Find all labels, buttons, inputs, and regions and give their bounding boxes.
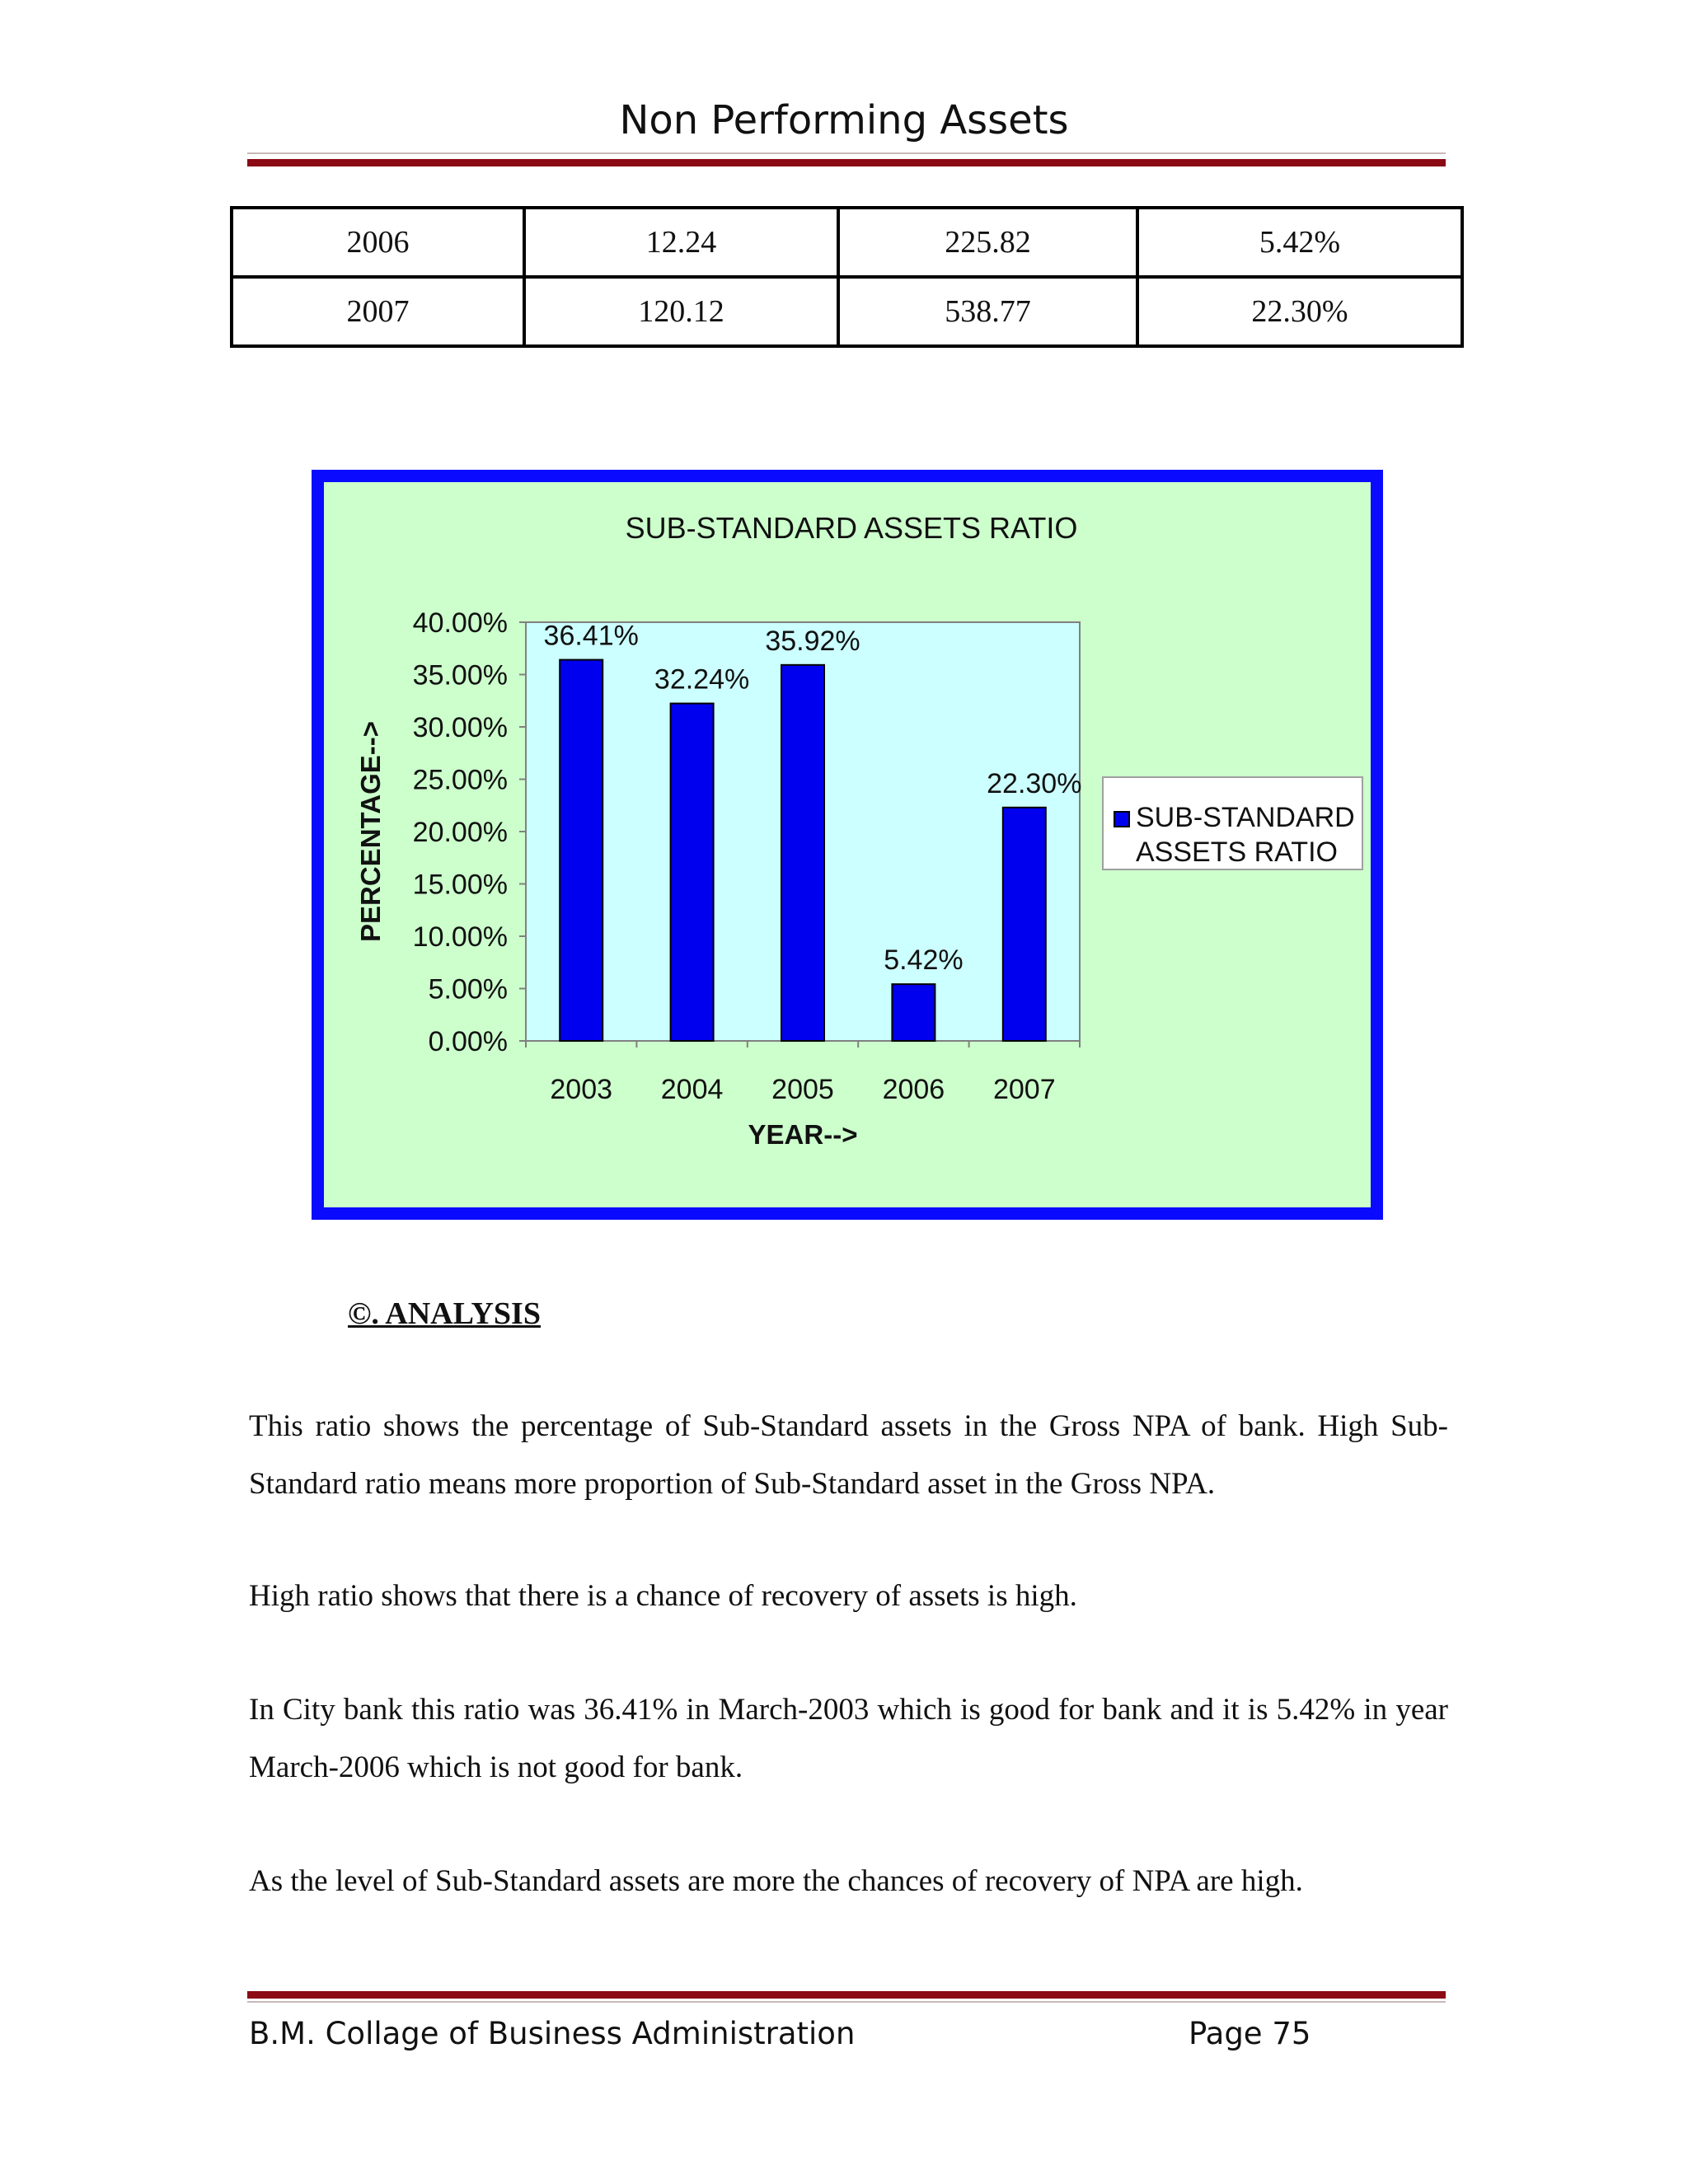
analysis-paragraph-3: In City bank this ratio was 36.41% in March-2003 which is good for bank and it is 5.42% in year March-2006 which is not good for bank. — [249, 1693, 1448, 1784]
bar — [671, 704, 714, 1041]
legend-label: SUB-STANDARD ASSETS RATIO — [1136, 802, 1355, 868]
bar — [1003, 808, 1046, 1041]
footer-college-name: B.M. Collage of Business Administration — [249, 2016, 856, 2051]
table-cell: 2006 — [232, 208, 524, 277]
header-rule-thin — [247, 152, 1446, 154]
table-cell: 225.82 — [838, 208, 1137, 277]
y-tick-label: 25.00% — [412, 764, 508, 796]
table-cell: 120.12 — [524, 277, 838, 346]
chart-frame — [312, 470, 1383, 1220]
table-cell: 538.77 — [838, 277, 1137, 346]
bar — [892, 984, 935, 1041]
footer-rule-thick — [247, 1991, 1446, 1999]
legend — [1103, 777, 1362, 869]
data-label: 22.30% — [987, 767, 1082, 799]
header-rule-thick — [247, 159, 1446, 166]
y-tick-label: 30.00% — [412, 712, 508, 743]
data-label: 32.24% — [654, 663, 750, 696]
table-cell: 12.24 — [524, 208, 838, 277]
table-cell: 2007 — [232, 277, 524, 346]
y-tick-label: 35.00% — [412, 659, 508, 691]
x-tick-label: 2006 — [882, 1074, 945, 1105]
y-tick-label: 10.00% — [412, 921, 508, 953]
x-tick-label: 2003 — [550, 1074, 613, 1105]
legend-swatch — [1114, 812, 1129, 827]
bar — [781, 665, 824, 1041]
data-table — [230, 206, 1464, 348]
y-tick-label: 5.00% — [428, 973, 508, 1005]
page-title: Non Performing Assets — [619, 97, 1069, 143]
data-label: 5.42% — [884, 944, 964, 977]
bar-chart — [324, 482, 1371, 1207]
chart-title: SUB-STANDARD ASSETS RATIO — [625, 511, 1078, 545]
table-cell: 5.42% — [1137, 208, 1462, 277]
analysis-heading: ©. ANALYSIS — [348, 1296, 541, 1331]
y-axis-label: PERCENTAGE--> — [355, 721, 386, 942]
y-tick-label: 40.00% — [412, 607, 508, 639]
x-axis-label: YEAR--> — [748, 1119, 858, 1150]
x-tick-label: 2007 — [992, 1074, 1056, 1105]
x-tick-label: 2005 — [771, 1074, 834, 1105]
footer-rule-thin — [247, 2001, 1446, 2003]
bar — [560, 660, 603, 1041]
table-cell: 22.30% — [1137, 277, 1462, 346]
table-row — [232, 208, 1462, 277]
y-tick-label: 20.00% — [412, 817, 508, 848]
table-row — [232, 277, 1462, 346]
y-tick-label: 0.00% — [428, 1026, 508, 1057]
analysis-paragraph-1: This ratio shows the percentage of Sub-Standard assets in the Gross NPA of bank. High Sub-Standard ratio means more proportion of Sub-Standard asset in the Gross NPA. — [249, 1409, 1448, 1501]
data-label: 36.41% — [543, 620, 639, 652]
data-label: 35.92% — [765, 625, 860, 657]
footer-page-number: Page 75 — [1189, 2016, 1311, 2051]
analysis-paragraph-4: As the level of Sub-Standard assets are more the chances of recovery of NPA are high. — [249, 1864, 1303, 1898]
y-tick-label: 15.00% — [412, 869, 508, 901]
x-tick-label: 2004 — [660, 1074, 724, 1105]
analysis-paragraph-2: High ratio shows that there is a chance of recovery of assets is high. — [249, 1579, 1077, 1613]
